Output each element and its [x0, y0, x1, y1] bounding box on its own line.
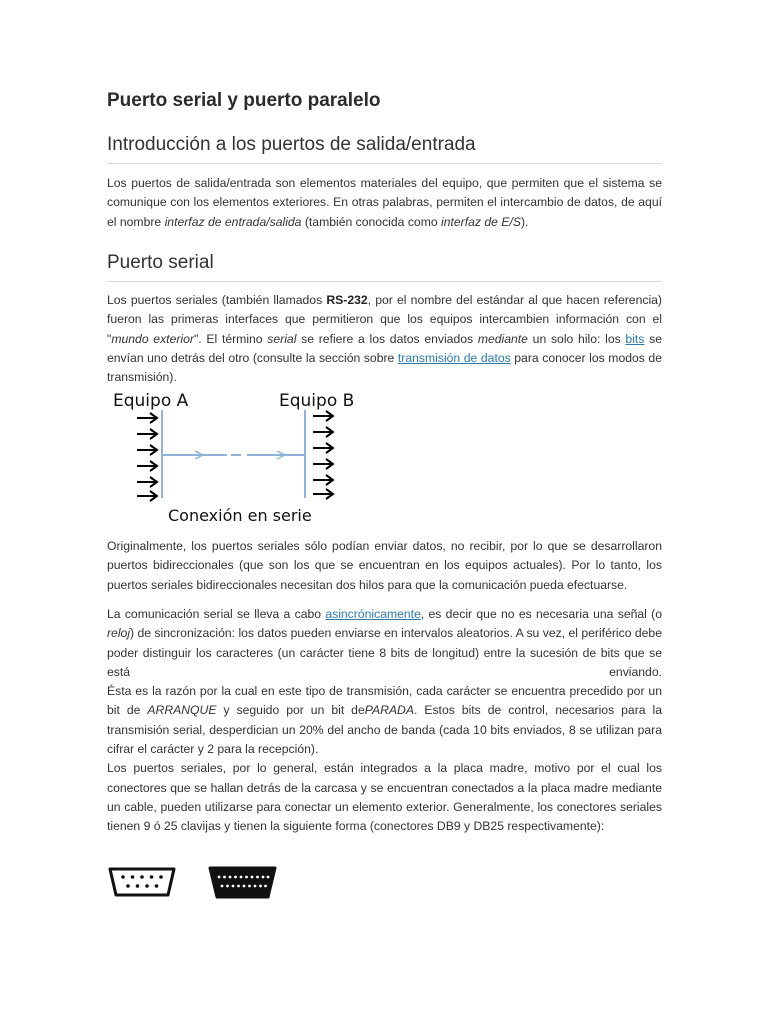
paragraph-text: Los puertos seriales, por lo general, están integrados a la placa madre, motivo por el cual los conectores que se hallan detrás de la carcasa y se encuentran conectados a la placa madre mediante un cable, pueden utilizarse para conectar un elemento exterior. Generalmente, los conectores seriales tienen 9 ó 25 clavijas y tienen la siguiente forma (conectores DB9 y DB25 respectivamente): [107, 761, 662, 834]
input-arrow-icon [137, 429, 157, 439]
input-arrow-icon [137, 413, 157, 423]
italic-term: serial [267, 331, 297, 346]
output-arrow-icon [313, 427, 333, 437]
italic-term: interfaz de E/S [441, 214, 521, 229]
connectors-svg [107, 863, 287, 903]
serial-intro-paragraph [107, 291, 662, 387]
transmision-de-datos-link[interactable]: transmisión de datos [397, 350, 511, 365]
asincronicamente-link[interactable]: asincrónicamente [325, 607, 421, 621]
equipo-a-label: Equipo A [113, 391, 189, 411]
italic-term: mediante [477, 331, 528, 346]
bold-term: RS-232 [326, 293, 368, 307]
paragraph-text: Originalmente, los puertos seriales sólo podían enviar datos, no recibir, por lo que se desarrollaron puertos bidireccionales (que son los que se encuentran en los equipos actuales). Por lo tanto, los puertos seriales bidireccionales necesitan dos hilos para que la comunicación pueda efectuarse. [107, 539, 662, 592]
serial-diagram-svg [107, 388, 357, 528]
italic-term: PARADA [364, 703, 414, 718]
text-run: ". El término [193, 331, 268, 346]
db9-connector-icon [110, 869, 174, 895]
diagram-caption: Conexión en serie [168, 506, 312, 525]
input-arrows-group [137, 413, 157, 501]
section-heading-serial: Puerto serial [107, 252, 662, 282]
text-run: ). [520, 214, 529, 229]
text-run: para conocer los modos de transmisión). [107, 350, 662, 385]
italic-term: reloj [107, 626, 131, 641]
db25-connector-icon [210, 868, 275, 897]
text-run: Los puertos de salida/entrada son elementos materiales del equipo, que permiten que el sistema se comunique con los elementos exteriores. En otras palabras, permiten el intercambio de datos, de aquí el nombre [107, 176, 662, 229]
input-arrow-icon [137, 477, 157, 487]
text-run: se refiere a los datos enviados [296, 331, 478, 346]
text-run: Los puertos seriales (también llamados [107, 293, 327, 307]
equipo-b-label: Equipo B [279, 391, 355, 411]
text-run: La comunicación serial se lleva a cabo [107, 607, 326, 621]
output-arrow-icon [313, 489, 333, 499]
text-run: , es decir que no es necesaria una señal (o [420, 607, 662, 621]
text-run: . Estos bits de control, necesarios para la transmisión serial, desperdician un 20% del ancho de banda (cada 10 bits enviados, 8 se utilizan para cifrar el carácter y 2 para la recepción). [107, 703, 663, 757]
text-run: ) de sincronización: los datos pueden enviarse en intervalos aleatorios. A su vez, el periférico debe poder distinguir los caracteres (un carácter tiene 8 bits de longitud) entre la sucesión de bits que se está enviando. [107, 626, 662, 679]
italic-term: mundo exterior [111, 331, 194, 346]
connectors-figure [107, 863, 287, 903]
text-run: un solo hilo: los [527, 331, 626, 346]
output-arrow-icon [313, 475, 333, 485]
input-arrow-icon [137, 461, 157, 471]
text-run: se envían uno detrás del otro (consulte la sección sobre [107, 331, 662, 365]
output-arrow-icon [313, 411, 333, 421]
serial-connection-diagram [107, 388, 357, 528]
output-arrow-icon [313, 443, 333, 453]
section-heading-intro: Introducción a los puertos de salida/entrada [107, 134, 662, 164]
italic-term: interfaz de entrada/salida [164, 214, 302, 229]
input-arrow-icon [137, 491, 157, 501]
output-arrows-group [313, 411, 333, 499]
bits-link[interactable]: bits [625, 331, 645, 346]
italic-term: ARRANQUE [147, 703, 217, 718]
text-run: Ésta es la razón por la cual en este tipo de transmisión, cada carácter se encuentra precedido por un bit de [107, 684, 662, 718]
page-title: Puerto serial y puerto paralelo [107, 90, 381, 111]
bidirectional-paragraph [107, 537, 662, 595]
text-run: y seguido por un bit de [216, 703, 365, 718]
text-run: (también conocida como [301, 214, 442, 229]
input-arrow-icon [137, 445, 157, 455]
intro-paragraph [107, 174, 662, 232]
output-arrow-icon [313, 459, 333, 469]
text-run: , por el nombre del estándar al que hacen referencia) fueron las primeras interfaces que permitieron que los equipos intercambien información con el " [107, 293, 662, 346]
async-paragraph [107, 605, 662, 837]
